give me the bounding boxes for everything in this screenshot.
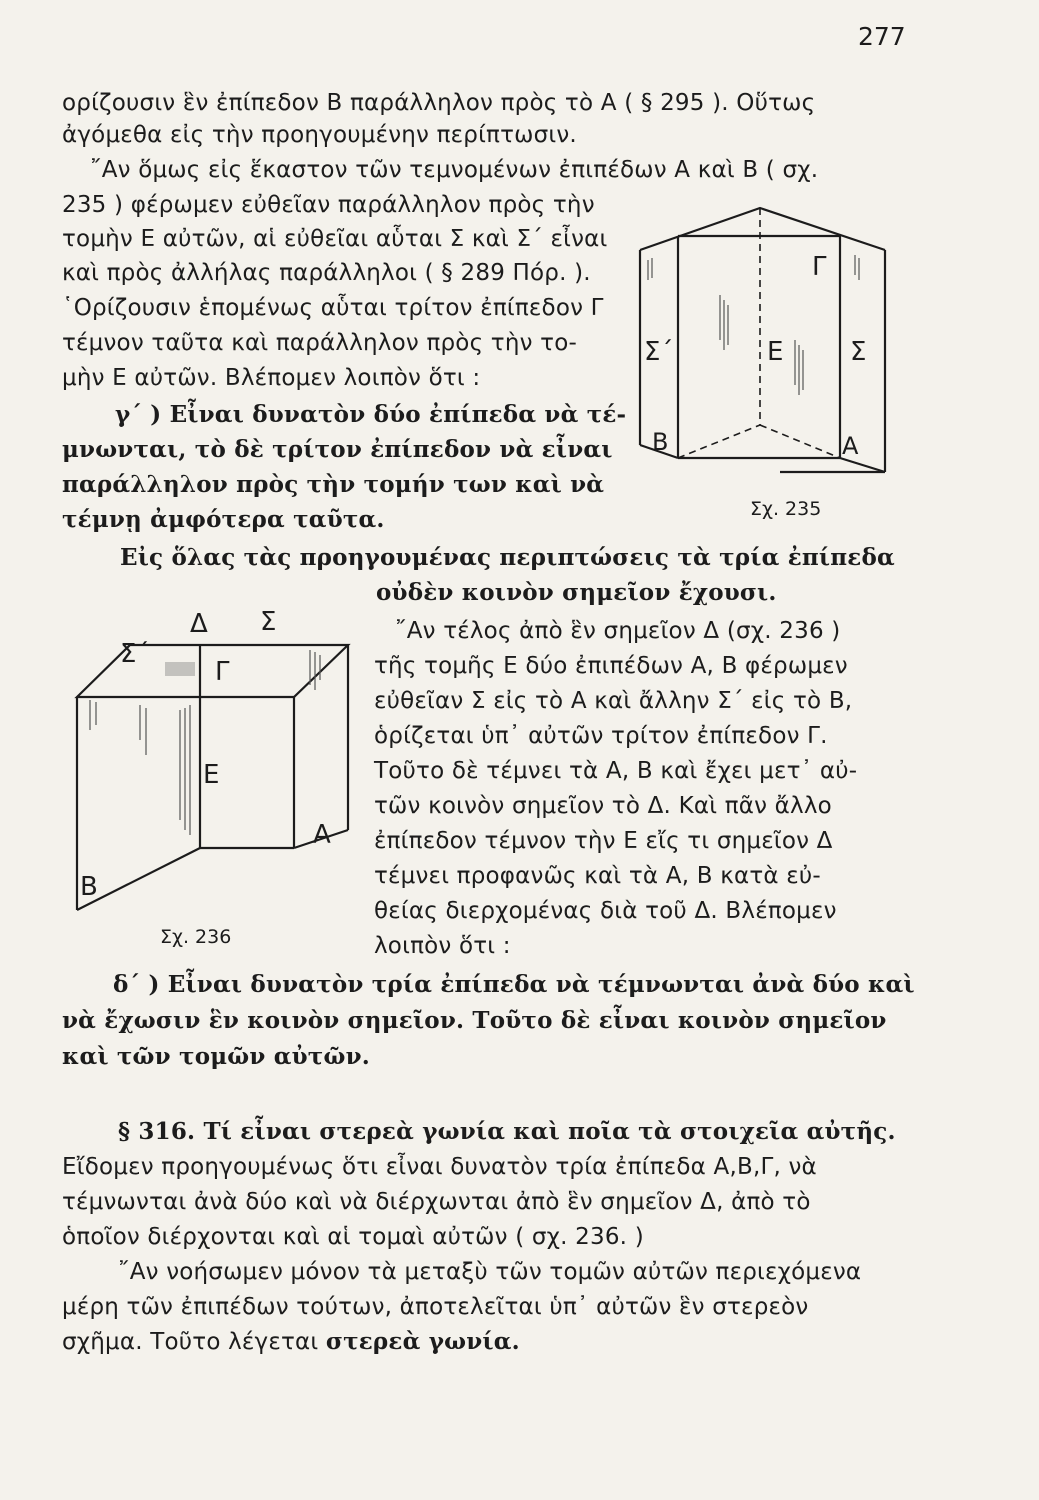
text-line: ῾Ορίζουσιν ἑπομένως αὗται τρίτον ἐπίπεδον Γ	[62, 295, 604, 321]
page-number: 277	[858, 22, 906, 51]
bold-statement-line: νὰ ἔχωσιν ἓν κοινὸν σημεῖον. Τοῦτο δὲ εἶναι κοινὸν σημεῖον	[62, 1007, 887, 1034]
figure-236	[60, 600, 370, 960]
fig235-dashed-left	[678, 425, 760, 458]
fig235-label-sigma-prime: Σ΄	[644, 337, 674, 367]
fig235-label-epsilon: Ε	[767, 337, 784, 367]
text-line: μὴν Ε αὐτῶν. Βλέπομεν λοιπὸν ὅτι :	[62, 365, 481, 391]
section-heading: § 316. Τί εἶναι στερεὰ γωνία καὶ ποῖα τὰ στοιχεῖα αὐτῆς.	[118, 1118, 896, 1145]
fig236-label-beta: Β	[80, 872, 98, 902]
bold-summary-line: οὐδὲν κοινὸν σημεῖον ἔχουσι.	[376, 579, 777, 606]
text-line: λοιπὸν ὅτι :	[374, 933, 511, 959]
fig235-label-alpha: Α	[842, 432, 859, 460]
bold-statement-line: τέμνῃ ἀμφότερα ταῦτα.	[62, 506, 385, 533]
bold-statement-line: γ΄ ) Εἶναι δυνατὸν δύο ἐπίπεδα νὰ τέ-	[115, 401, 627, 428]
fig236-label-delta: Δ	[190, 609, 208, 639]
fig235-label-sigma: Σ	[850, 337, 867, 367]
fig235-caption: Σχ. 235	[750, 498, 822, 520]
text-line: τῆς τομῆς Ε δύο ἐπιπέδων Α, Β φέρωμεν	[374, 653, 848, 679]
text-line: ῎Αν τέλος ἀπὸ ἓν σημεῖον Δ (σχ. 236 )	[395, 618, 841, 644]
fig236-top-plane	[77, 645, 348, 697]
bold-summary-line: Εἰς ὅλας τὰς προηγουμένας περιπτώσεις τὰ τρία ἐπίπεδα	[120, 544, 895, 571]
text-line: ῎Αν νοήσωμεν μόνον τὰ μεταξὺ τῶν τομῶν αὐτῶν περιεχόμενα	[118, 1259, 862, 1285]
text-line: τέμνον ταῦτα καὶ παράλληλον πρὸς τὴν το-	[62, 330, 577, 356]
text-line: ὁρίζεται ὑπ᾽ αὐτῶν τρίτον ἐπίπεδον Γ.	[374, 723, 828, 749]
text-line: ἀγόμεθα εἰς τὴν προηγουμένην περίπτωσιν.	[62, 122, 577, 148]
text-line: μέρη τῶν ἐπιπέδων τούτων, ἀποτελεῖται ὑπ᾽ αὐτῶν ἓν στερεὸν	[62, 1294, 809, 1320]
text-line: καὶ πρὸς ἀλλήλας παράλληλοι ( § 289 Πόρ. ).	[62, 260, 591, 286]
bold-statement-line: δ΄ ) Εἶναι δυνατὸν τρία ἐπίπεδα νὰ τέμνωνται ἀνὰ δύο καὶ	[113, 971, 915, 998]
text-line: ῎Αν ὅμως εἰς ἕκαστον τῶν τεμνομένων ἐπιπέδων Α καὶ Β ( σχ.	[90, 157, 819, 183]
text-line: τῶν κοινὸν σημεῖον τὸ Δ. Καὶ πᾶν ἄλλο	[374, 793, 832, 819]
text-line: Εἴδομεν προηγουμένως ὅτι εἶναι δυνατὸν τρία ἐπίπεδα Α,Β,Γ, νὰ	[62, 1154, 817, 1180]
text-line: θείας διερχομένας διὰ τοῦ Δ. Βλέπομεν	[374, 898, 837, 924]
fig235-top-edge	[640, 208, 885, 250]
fig236-label-epsilon: Ε	[203, 760, 220, 790]
fig236-label-sigma-prime: Σ΄	[120, 639, 150, 669]
fig235-label-beta: Β	[652, 428, 669, 456]
text-line: ἐπίπεδον τέμνον τὴν Ε εἴς τι σημεῖον Δ	[374, 828, 833, 854]
bold-statement-line: καὶ τῶν τομῶν αὐτῶν.	[62, 1043, 370, 1070]
text-line: 235 ) φέρωμεν εὐθεῖαν παράλληλον πρὸς τὴν	[62, 192, 595, 218]
term-solid-angle: στερεὰ γωνία.	[325, 1328, 520, 1355]
text-plain: σχῆμα. Τοῦτο λέγεται	[62, 1329, 319, 1355]
text-line: εὐθεῖαν Σ εἰς τὸ Α καὶ ἄλλην Σ΄ εἰς τὸ Β,	[374, 688, 853, 714]
fig235-bottom-right	[840, 458, 885, 472]
bold-statement-line: παράλληλον πρὸς τὴν τομήν των καὶ νὰ	[62, 471, 605, 498]
text-line-last	[62, 1327, 520, 1357]
fig236-label-gamma: Γ	[215, 657, 230, 687]
bold-statement-line: μνωνται, τὸ δὲ τρίτον ἐπίπεδον νὰ εἶναι	[62, 436, 613, 463]
text-line: τέμνωνται ἀνὰ δύο καὶ νὰ διέρχωνται ἀπὸ ἓν σημεῖον Δ, ἀπὸ τὸ	[62, 1189, 811, 1215]
text-line: ορίζουσιν ἓν ἐπίπεδον Β παράλληλον πρὸς τὸ Α ( § 295 ). Οὕτως	[62, 90, 816, 116]
fig235-label-gamma: Γ	[812, 252, 827, 282]
text-line: Τοῦτο δὲ τέμνει τὰ Α, Β καὶ ἔχει μετ᾽ αὐ-	[374, 758, 858, 784]
text-line: τέμνει προφανῶς καὶ τὰ Α, Β κατὰ εὐ-	[374, 863, 821, 889]
fig236-label-sigma: Σ	[260, 607, 277, 637]
fig236-label-alpha: Α	[313, 820, 331, 850]
fig235-dashed-right	[760, 425, 840, 458]
figure-235	[630, 200, 900, 530]
text-line: ὁποῖον διέρχονται καὶ αἱ τομαὶ αὐτῶν ( σχ. 236. )	[62, 1224, 644, 1250]
fig236-caption: Σχ. 236	[160, 926, 232, 948]
text-line: τομὴν Ε αὐτῶν, αἱ εὐθεῖαι αὗται Σ καὶ Σ΄ εἶναι	[62, 226, 608, 252]
